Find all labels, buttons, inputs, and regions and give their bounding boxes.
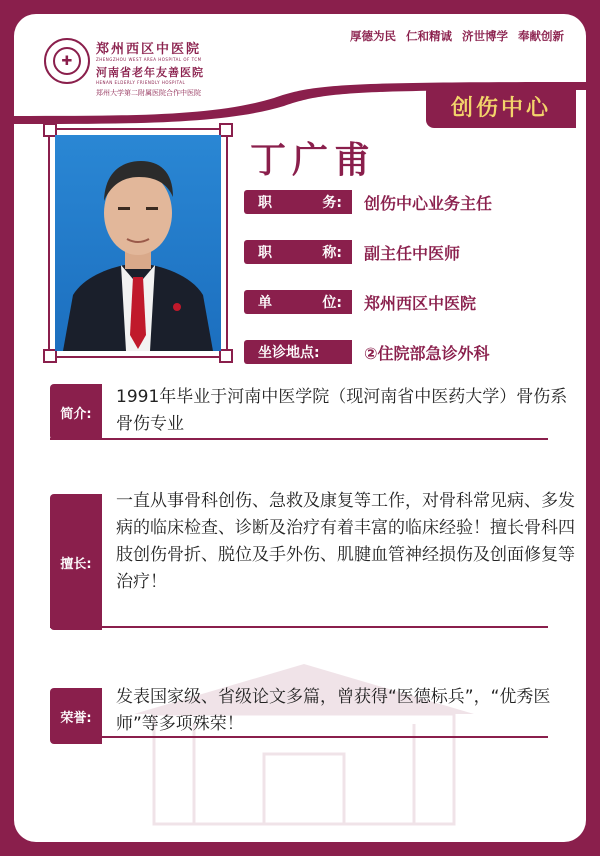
specialty-text: 一直从事骨科创伤、急救及康复等工作，对骨科常见病、多发病的临床检查、诊断及治疗有着丰富的临床经验！擅长骨科四肢创伤骨折、脱位及手外伤、肌腱血管神经损伤及创面修复等治疗！: [116, 491, 575, 592]
hospital-name-2: 河南省老年友善医院: [96, 66, 204, 79]
section-divider: [50, 438, 548, 440]
field-position: [244, 190, 492, 214]
frame-corner: [219, 349, 233, 363]
field-label: [244, 240, 352, 264]
field-clinic-location: [244, 340, 490, 364]
motto: 奉献创新: [518, 29, 564, 43]
hospital-name: 郑州西区中医院: [96, 42, 202, 57]
motto: 厚德为民: [350, 29, 396, 43]
field-unit: [244, 290, 476, 314]
frame-corner: [43, 349, 57, 363]
motto: 济世博学: [462, 29, 508, 43]
photo-frame: [48, 128, 228, 358]
field-label-part: 职: [258, 195, 272, 211]
hospital-name-2-en: HENAN ELDERLY FRIENDLY HOSPITAL: [96, 80, 186, 85]
field-label: [244, 340, 352, 364]
doctor-name: 丁广甫: [250, 140, 377, 181]
doctor-portrait: [55, 135, 221, 351]
center-tag: 创伤中心: [426, 84, 576, 128]
field-label-part: 坐诊地点:: [258, 345, 320, 361]
section-divider: [50, 736, 548, 738]
profile-card: [14, 14, 586, 842]
field-label-part: 职: [258, 245, 272, 261]
field-value: 创伤中心业务主任: [364, 193, 493, 213]
field-label-part: 单: [258, 295, 272, 311]
building-watermark-icon: [94, 654, 514, 834]
intro-text: 1991年毕业于河南中医学院（现河南省中医药大学）骨伤系骨伤专业: [116, 387, 568, 434]
field-label-part: 位:: [322, 295, 342, 311]
field-label-part: 称:: [322, 245, 342, 261]
motto: 仁和精诚: [406, 29, 452, 43]
specialty-label: 擅长:: [50, 494, 102, 630]
affiliation: 郑州大学第二附属医院合作中医院: [96, 89, 201, 97]
field-label: [244, 190, 352, 214]
field-label: [244, 290, 352, 314]
hospital-seal-icon: ✚: [44, 38, 90, 84]
intro-label: 简介:: [50, 384, 102, 440]
honors-label: 荣誉:: [50, 688, 102, 744]
field-label-part: 务:: [322, 195, 342, 211]
field-title: [244, 240, 460, 264]
honors-text: 发表国家级、省级论文多篇，曾获得“医德标兵”，“优秀医师”等多项殊荣！: [116, 687, 551, 734]
hospital-name-en: ZHENGZHOU WEST AREA HOSPITAL OF TCM: [96, 57, 202, 62]
field-value: ②住院部急诊外科: [364, 343, 490, 363]
section-divider: [50, 626, 548, 628]
frame-corner: [219, 123, 233, 137]
field-value: 郑州西区中医院: [364, 293, 477, 313]
field-value: 副主任中医师: [364, 243, 461, 263]
mottos: [350, 28, 564, 44]
